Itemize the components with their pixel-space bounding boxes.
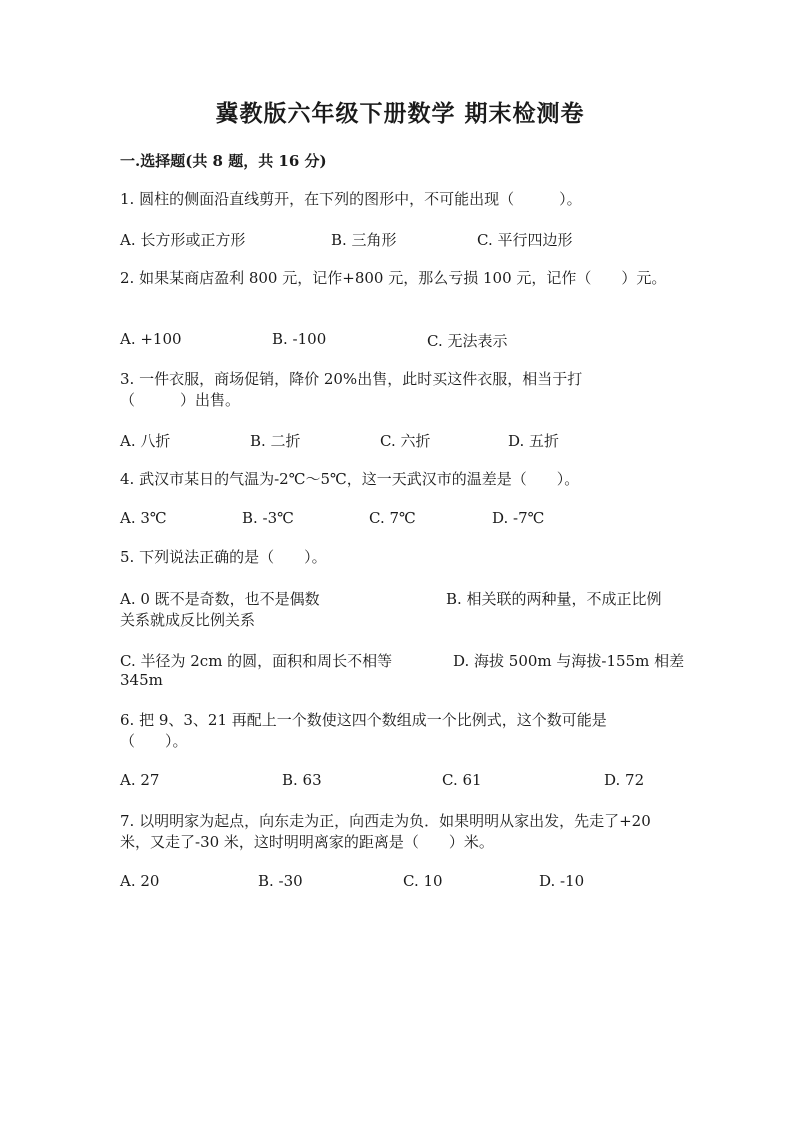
question-3-option-a: A. 八折 [120,432,171,450]
question-3-option-b: B. 二折 [250,432,301,450]
question-3-line-2: （ ）出售。 [120,391,241,409]
question-7-option-d: D. -10 [539,872,585,890]
question-3-option-c: C. 六折 [380,432,431,450]
question-6-line-1: 6. 把 9、3、21 再配上一个数使这四个数组成一个比例式，这个数可能是 [120,711,607,729]
question-1: 1. 圆柱的侧面沿直线剪开，在下列的图形中，不可能出现（ ）。 [120,190,582,208]
question-6-option-b: B. 63 [282,771,322,789]
question-6-option-c: C. 61 [442,771,482,789]
question-4-option-c: C. 7℃ [369,509,416,527]
question-1-option-a: A. 长方形或正方形 [120,231,246,249]
question-7-option-c: C. 10 [403,872,443,890]
question-3-option-d: D. 五折 [508,432,560,450]
question-2-option-a: A. +100 [120,330,182,348]
question-5-option-b-continued: 关系就成反比例关系 [120,611,256,629]
question-6-option-a: A. 27 [120,771,160,789]
question-5: 5. 下列说法正确的是（ ）。 [120,548,327,566]
question-5-option-d-continued: 345m [120,671,163,689]
question-1-option-b: B. 三角形 [331,231,397,249]
question-5-option-a: A. 0 既不是奇数，也不是偶数 [120,590,320,608]
question-7-option-b: B. -30 [258,872,303,890]
question-6-option-d: D. 72 [604,771,645,789]
question-1-option-c: C. 平行四边形 [477,231,573,249]
question-4: 4. 武汉市某日的气温为-2℃～5℃，这一天武汉市的温差是（ ）。 [120,470,580,488]
question-3-line-1: 3. 一件衣服，商场促销，降价 20%出售，此时买这件衣服，相当于打 [120,370,583,388]
question-4-option-d: D. -7℃ [492,509,545,527]
question-7-line-1: 7. 以明明家为起点，向东走为正，向西走为负．如果明明从家出发，先走了+20 [120,812,651,830]
question-5-option-b: B. 相关联的两种量，不成正比例 [446,590,662,608]
question-5-option-d: D. 海拔 500m 与海拔-155m 相差 [453,652,685,670]
question-7-line-2: 米，又走了-30 米，这时明明离家的距离是（ ）米。 [120,833,494,851]
question-2: 2. 如果某商店盈利 800 元，记作+800 元，那么亏损 100 元，记作（ ）元。 [120,269,667,287]
question-2-option-c: C. 无法表示 [427,332,508,350]
section-heading: 一.选择题(共 8 题，共 16 分) [120,152,327,170]
page-title: 冀教版六年级下册数学 期末检测卷 [215,100,585,127]
question-2-option-b: B. -100 [272,330,327,348]
question-7-option-a: A. 20 [120,872,160,890]
question-4-option-a: A. 3℃ [120,509,167,527]
question-6-line-2: （ ）。 [120,732,188,750]
question-4-option-b: B. -3℃ [242,509,294,527]
question-5-option-c: C. 半径为 2cm 的圆，面积和周长不相等 [120,652,393,670]
